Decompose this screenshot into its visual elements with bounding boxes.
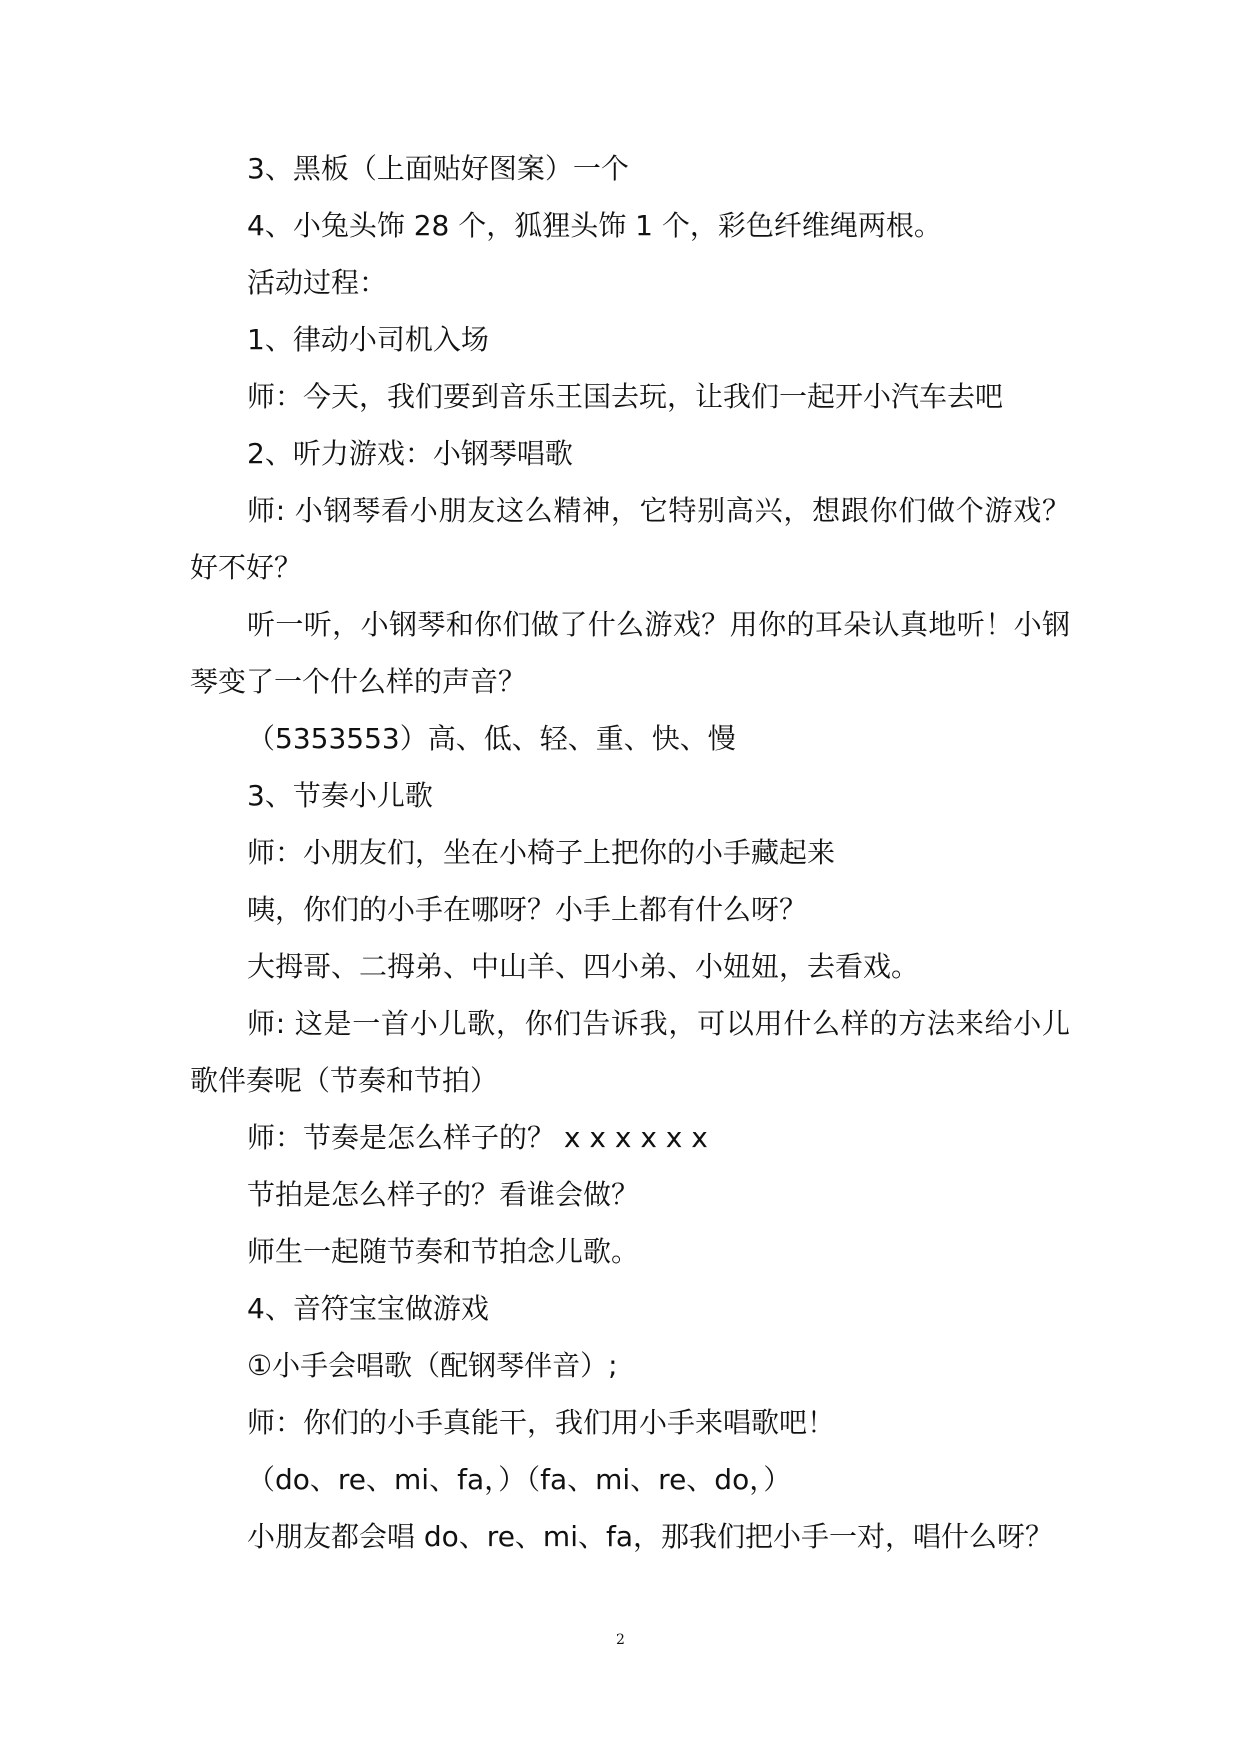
page-number: 2 — [616, 1632, 625, 1648]
paragraph: 师：节奏是怎么样子的？ x x x x x x — [247, 1121, 708, 1154]
paragraph: 2、听力游戏：小钢琴唱歌 — [247, 437, 573, 470]
paragraph: （do、re、mi、fa，）（fa、mi、re、do，） — [247, 1463, 792, 1496]
paragraph: 师：小朋友们，坐在小椅子上把你的小手藏起来 — [247, 836, 836, 869]
paragraph: 3、黑板（上面贴好图案）一个 — [247, 152, 629, 185]
paragraph: 师生一起随节奏和节拍念儿歌。 — [247, 1235, 640, 1268]
paragraph: 师：你们的小手真能干，我们用小手来唱歌吧！ — [247, 1406, 836, 1439]
paragraph: 咦，你们的小手在哪呀？小手上都有什么呀？ — [247, 893, 808, 926]
paragraph: 师: 小钢琴看小朋友这么精神，它特别高兴，想跟你们做个游戏？好不好？ — [190, 494, 1070, 584]
paragraph: 大拇哥、二拇弟、中山羊、四小弟、小妞妞，去看戏。 — [247, 950, 920, 983]
paragraph: 活动过程： — [247, 266, 388, 299]
paragraph: ①小手会唱歌（配钢琴伴音）; — [247, 1349, 618, 1382]
paragraph: 师：今天，我们要到音乐王国去玩，让我们一起开小汽车去吧 — [247, 380, 1004, 413]
paragraph: 节拍是怎么样子的？看谁会做？ — [247, 1178, 640, 1211]
paragraph: 4、小兔头饰 28 个，狐狸头饰 1 个，彩色纤维绳两根。 — [247, 209, 942, 242]
paragraph: 1、律动小司机入场 — [247, 323, 489, 356]
document-body — [190, 140, 1070, 1565]
paragraph: 师: 这是一首小儿歌，你们告诉我，可以用什么样的方法来给小儿歌伴奏呢（节奏和节拍） — [190, 1007, 1070, 1097]
paragraph: （5353553）高、低、轻、重、快、慢 — [247, 722, 736, 755]
paragraph: 小朋友都会唱 do、re、mi、fa，那我们把小手一对，唱什么呀？ — [247, 1520, 1054, 1553]
paragraph: 听一听，小钢琴和你们做了什么游戏？用你的耳朵认真地听！小钢琴变了一个什么样的声音？ — [190, 608, 1070, 698]
paragraph: 3、节奏小儿歌 — [247, 779, 433, 812]
paragraph: 4、音符宝宝做游戏 — [247, 1292, 489, 1325]
